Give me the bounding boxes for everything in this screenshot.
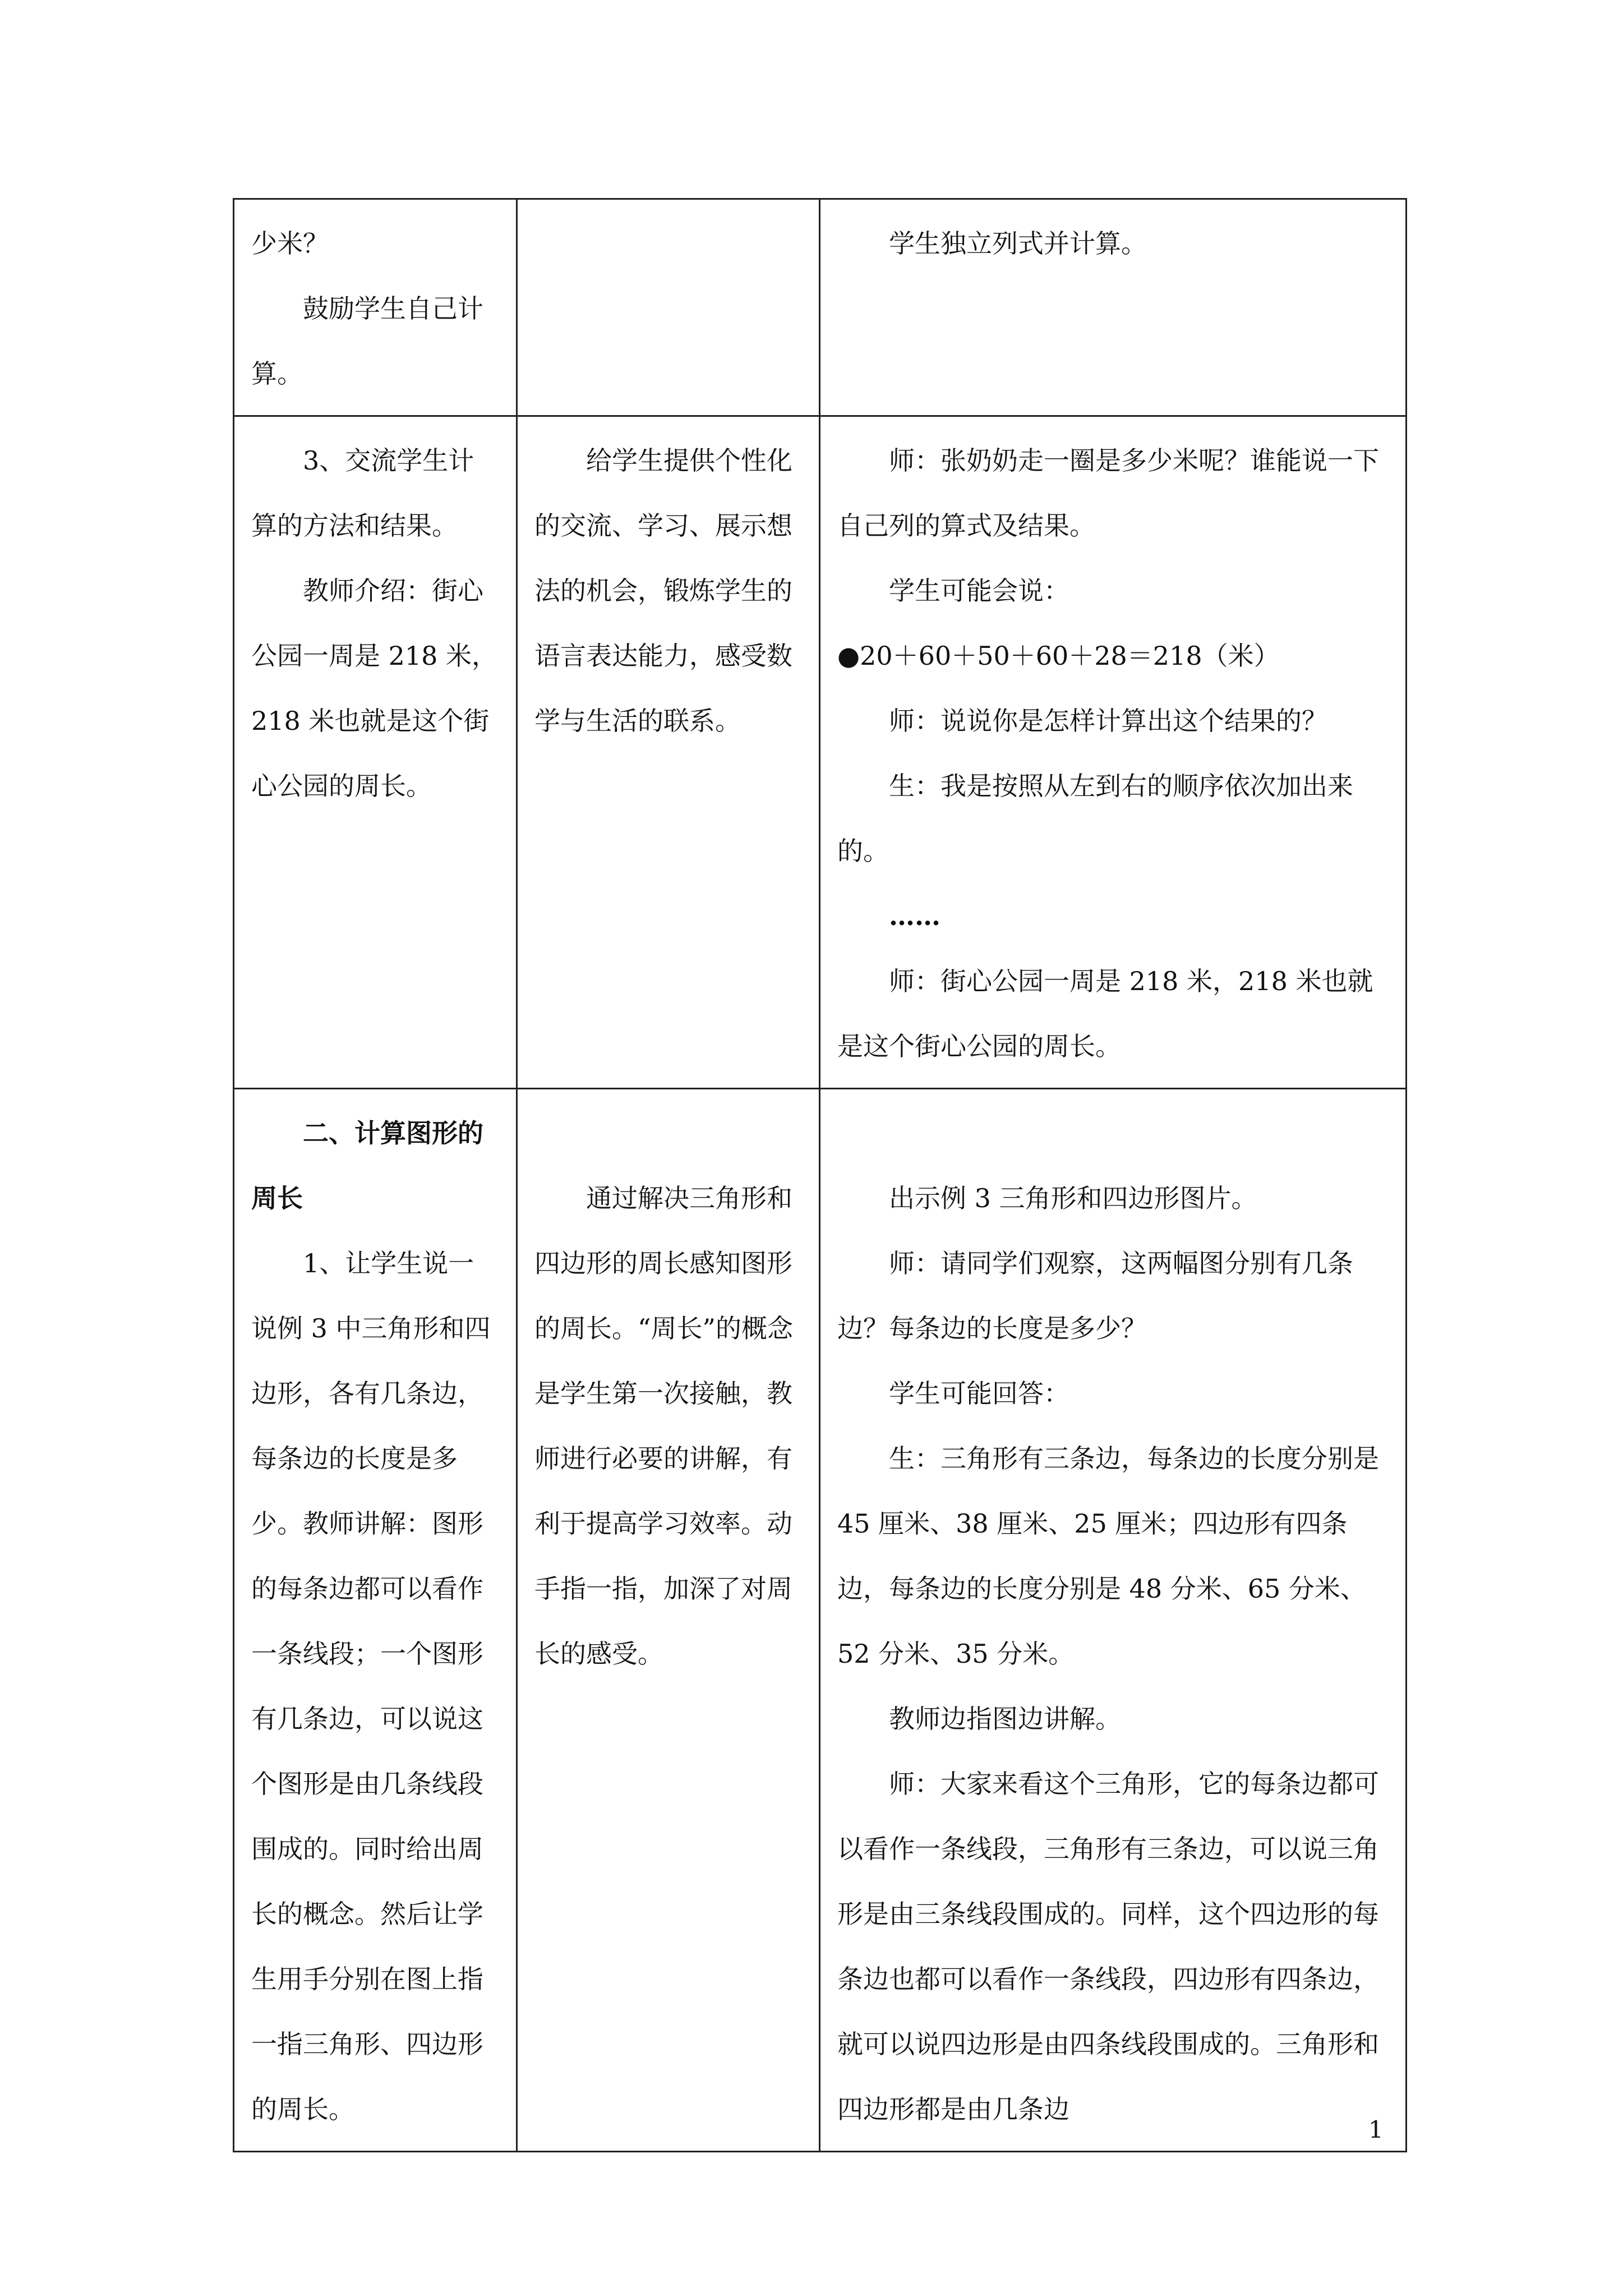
table-cell-process — [820, 199, 1407, 416]
table-row — [234, 1089, 1407, 2152]
paragraph: …… — [889, 901, 940, 931]
page-number: 1 — [1368, 2116, 1384, 2143]
table-row — [234, 199, 1407, 416]
paragraph: 教师介绍：街心公园一周是 218 米，218 米也就是这个街心公园的周长。 — [251, 576, 498, 801]
paragraph: 学生可能回答： — [889, 1378, 1069, 1409]
spacer — [534, 1101, 802, 1166]
paragraph: 通过解决三角形和四边形的周长感知图形的周长。“周长”的概念是学生第一次接触，教师进行必要的讲解，有利于提高学习效率。动手指一指，加深了对周长的感受。 — [534, 1183, 794, 1669]
section-heading: 二、计算图形的周长 — [251, 1118, 483, 1213]
paragraph: 师：张奶奶走一圈是多少米呢？谁能说一下自己列的算式及结果。 — [837, 445, 1379, 541]
paragraph: 学生独立列式并计算。 — [889, 228, 1147, 259]
table-cell-activity — [234, 1089, 517, 2152]
paragraph: 生：三角形有三条边，每条边的长度分别是 45 厘米、38 厘米、25 厘米；四边形有四条边，每条边的长度分别是 48 分米、65 分米、52 分米、35 分米。 — [837, 1443, 1379, 1669]
paragraph: 1、让学生说一说例 3 中三角形和四边形，各有几条边，每条边的长度是多少。教师讲解：图形的每条边都可以看作一条线段；一个图形有几条边，可以说这个图形是由几条线段围成的。同时给出周长的概念。然后让学生用手分别在图上指一指三角形、四边形的周长。 — [251, 1248, 491, 2124]
paragraph: 师：大家来看这个三角形，它的每条边都可以看作一条线段，三角形有三条边，可以说三角形是由三条线段围成的。同样，这个四边形的每条边也都可以看作一条线段，四边形有四条边，就可以说四边形是由四条线段围成的。三角形和四边形都是由几条边 — [837, 1769, 1379, 2124]
paragraph: 师：说说你是怎样计算出这个结果的？ — [889, 706, 1327, 736]
paragraph: 学生可能会说： — [889, 576, 1069, 606]
table-cell-intent — [517, 416, 820, 1089]
table-cell-process — [820, 416, 1407, 1089]
table-cell-activity — [234, 416, 517, 1089]
paragraph: 出示例 3 三角形和四边形图片。 — [889, 1183, 1257, 1213]
paragraph: 师：请同学们观察，这两幅图分别有几条边？每条边的长度是多少？ — [837, 1248, 1353, 1343]
table-row — [234, 416, 1407, 1089]
table-cell-process — [820, 1089, 1407, 2152]
paragraph: ●20＋60＋50＋60＋28＝218（米） — [837, 641, 1280, 671]
spacer — [837, 1101, 1389, 1166]
table-cell-intent — [517, 1089, 820, 2152]
paragraph: 教师边指图边讲解。 — [889, 1704, 1121, 1734]
table-cell-intent — [517, 199, 820, 416]
paragraph: 师：街心公园一周是 218 米，218 米也就是这个街心公园的周长。 — [837, 966, 1373, 1061]
paragraph: 少米？ — [251, 228, 329, 259]
table-cell-activity — [234, 199, 517, 416]
paragraph: 给学生提供个性化的交流、学习、展示想法的机会，锻炼学生的语言表达能力，感受数学与生活的联系。 — [534, 445, 792, 736]
paragraph: 3、交流学生计算的方法和结果。 — [251, 445, 474, 541]
paragraph: 鼓励学生自己计算。 — [251, 293, 483, 389]
lesson-plan-table — [233, 198, 1407, 2152]
paragraph: 生：我是按照从左到右的顺序依次加出来的。 — [837, 771, 1353, 866]
